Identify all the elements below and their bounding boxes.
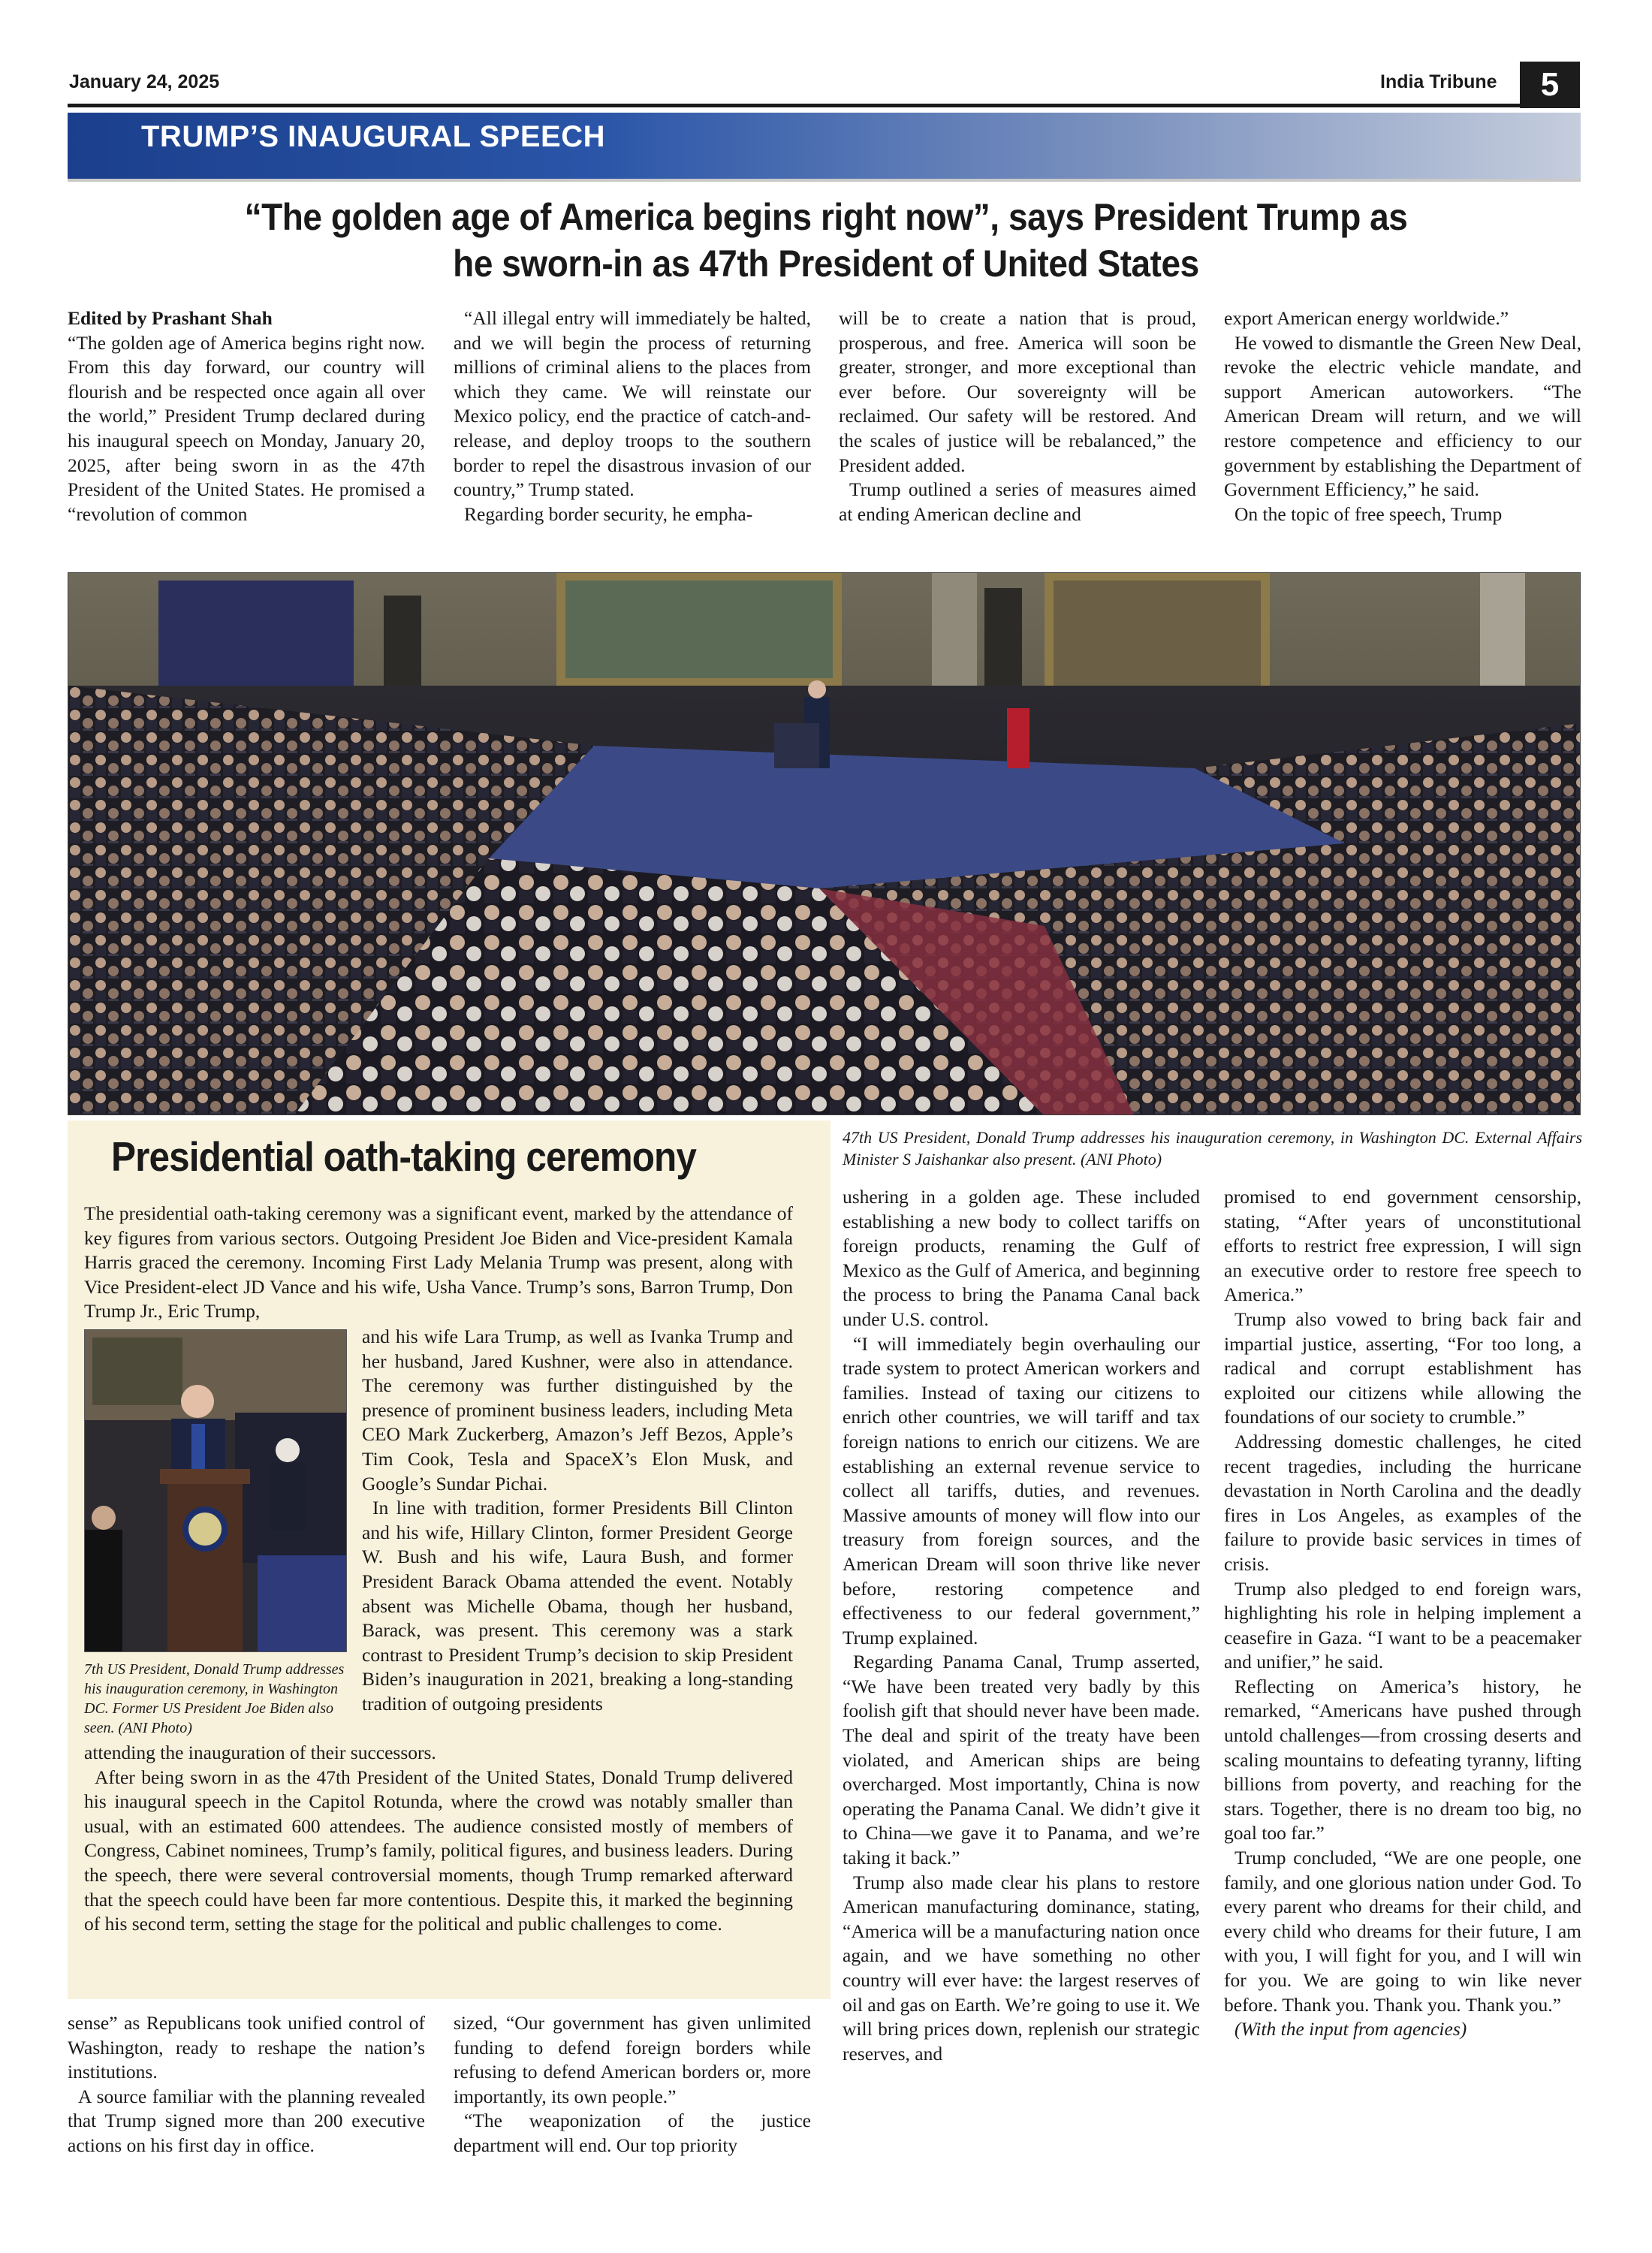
article-column-1-top [68,306,425,526]
sidebar-full-text [84,1741,793,1937]
article-column-4-lower [1224,1185,1581,2042]
paragraph: ushering in a golden age. These included establishing a new body to collect tariffs on foreign products, renaming the Gulf of Mexico as the Gulf of America, and beginning the process to bring the Panama Canal back under U.S. control. [843,1186,1200,1330]
sidebar-wrap-text [362,1325,793,1717]
paragraph: Trump also made clear his plans to restore American manufacturing dominance, stating, “America will be a manufacturing nation once again, and we have something no other country will ever have: the largest reserves of oil and gas on Earth. We’re going to use it. We will bring prices down, replenish our strategic reserves, and [843,1871,1200,2064]
article-column-1-bottom [68,2011,425,2158]
sidebar-title: Presidential oath-taking ceremony [111,1133,697,1180]
sidebar-intro [84,1202,793,1324]
article-column-3-lower [843,1185,1200,2066]
article-column-3-top [839,306,1196,526]
article-column-2-bottom [454,2011,811,2158]
paragraph: The presidential oath-taking ceremony was a significant event, marked by the attendance of key figures from various sectors. Outgoing President Joe Biden and Vice-president Kamala Harris graced the ceremony. Incoming First Lady Melania Trump was present, along with Vice President-elect JD Vance and his wife, Usha Vance. Trump’s sons, Barron Trump, Don Trump Jr., Eric Trump, [84,1202,793,1323]
paragraph: Trump also pledged to end foreign wars, highlighting his role in helping implement a ceasefire in Gaza. “I want to be a peacemaker and unifier,” he said. [1224,1577,1581,1673]
publication-name: India Tribune [1380,71,1497,92]
article-column-2-top [454,306,811,526]
podium-illustration [85,1330,347,1652]
rotunda-scene-illustration [68,573,1581,1115]
agency-credit: (With the input from agencies) [1234,2018,1467,2040]
page-number: 5 [1520,62,1580,108]
paragraph: Trump concluded, “We are one people, one family, and one glorious nation under God. To every parent who dreams for their child, and every child who dreams for their future, I am with you, I will fight for you, and I will win for you. We are going to win like never before. Thank you. Thank you. Thank you.” [1224,1847,1581,2016]
paragraph: On the topic of free speech, Trump [1234,502,1503,525]
header-rule [68,104,1520,107]
paragraph: sized, “Our government has given unlimited funding to defend foreign borders while refusing to defend American borders or, more importantly, its own people.” [454,2012,811,2107]
photo-caption: 47th US President, Donald Trump addresses his inauguration ceremony, in Washington DC. External Affairs Minister S Jaishankar also present. (ANI Photo) [843,1128,1582,1169]
inauguration-photo [68,572,1581,1115]
paragraph: He vowed to dismantle the Green New Deal, revoke the electric vehicle mandate, and support American autoworkers. “The American Dream will return, and we will restore competence and efficiency to our government by establishing the Department of Government Efficiency,” he said. [1224,331,1581,501]
headline [163,194,1489,287]
paragraph: “The weaponization of the justice department will end. Our top priority [454,2110,811,2156]
section-band-shadow [68,179,1581,182]
paragraph: will be to create a nation that is proud, prosperous, and free. America will soon be greater, stronger, and more exceptional than ever before. Our sovereignty will be reclaimed. Our safety will be restored. And the scales of justice will be rebalanced,” the President added. [839,307,1196,476]
paragraph: “All illegal entry will immediately be halted, and we will begin the process of returning millions of criminal aliens to the places from which they came. We will reinstate our Mexico policy, end the practice of catch-and-release, and deploy troops to the southern border to repel the disastrous invasion of our country,” Trump stated. [454,307,811,501]
byline: Edited by Prashant Shah [68,307,273,329]
paragraph: Trump also vowed to bring back fair and impartial justice, asserting, “For too long, a radical and corrupt establishment has exploited our citizens while allowing the foundations of our society to crumble.” [1224,1307,1581,1428]
issue-date: January 24, 2025 [69,71,220,92]
headline-line-2: he sworn-in as 47th President of United States [453,243,1199,285]
paragraph: In line with tradition, former Presidents Bill Clinton and his wife, Hillary Clinton, former President George W. Bush and his wife, Laura Bush, and former President Barack Obama attended the event. Notably absent was Michelle Obama, though her husband, Barack, was present. This ceremony was a stark contrast to President Trump’s decision to skip President Biden’s inauguration in 2021, breaking a long-standing tradition of outgoing presidents [362,1497,793,1715]
section-title: TRUMP’S INAUGURAL SPEECH [141,120,605,153]
sidebar-photo-caption: 7th US President, Donald Trump addresses his inauguration ceremony, in Washington DC. Former US President Joe Biden also seen. (ANI Photo) [84,1661,345,1736]
paragraph: A source familiar with the planning revealed that Trump signed more than 200 executive actions on his first day in office. [68,2085,425,2156]
paragraph: “The golden age of America begins right now. From this day forward, our country will flourish and be respected once again all over the world,” President Trump declared during his inaugural speech on Monday, January 20, 2025, after being sworn in as the 47th President of the United States. He promised a “revolution of common [68,331,425,525]
paragraph: After being sworn in as the 47th President of the United States, Donald Trump delivered his inaugural speech in the Capitol Rotunda, where the crowd was notably smaller than usual, with an estimated 600 attendees. The audience consisted mostly of members of Congress, Cabinet nominees, Trump’s family, political figures, and business leaders. During the speech, there were several controversial moments, though Trump remarked afterward that the speech could have been far more contentious. Despite this, it marked the beginning of his second term, setting the stage for the political and public challenges to come. [84,1766,793,1935]
headline-line-1: “The golden age of America begins right now”, says President Trump as [244,196,1408,238]
paragraph: attending the inauguration of their successors. [84,1742,436,1763]
article-column-4-top [1224,306,1581,526]
paragraph: Addressing domestic challenges, he cited recent tragedies, including the hurricane devastation in North Carolina and the deadly fires in Los Angeles, as examples of the failure to provide basic services in times of crisis. [1224,1430,1581,1575]
paragraph: export American energy worldwide.” [1224,307,1509,329]
paragraph: sense” as Republicans took unified control of Washington, ready to reshape the nation’s institutions. [68,2012,425,2083]
paragraph: and his wife Lara Trump, as well as Ivanka Trump and her husband, Jared Kushner, were also in attendance. The ceremony was further distinguished by the presence of prominent business leaders, including Meta CEO Mark Zuckerberg, Amazon’s Jeff Bezos, Apple’s Tim Cook, Tesla and SpaceX’s Elon Musk, and Google’s Sundar Pichai. [362,1326,793,1494]
paragraph: Regarding Panama Canal, Trump asserted, “We have been treated very badly by this foolish gift that should never have been made. The deal and spirit of the treaty have been violated, and American ships are being overcharged. Most importantly, China is now operating the Panama Canal. We didn’t give it to China—we gave it to Panama, and we’re taking it back.” [843,1651,1200,1869]
sidebar-photo [84,1329,347,1652]
paragraph: “I will immediately begin overhauling our trade system to protect American workers and families. Instead of taxing our citizens to enrich other countries, we will tariff and tax foreign nations to enrich our citizens. We are establishing an external revenue service to collect all tariffs, duties, and revenues. Massive amounts of money will flow into our treasury from foreign sources, and the American Dream will soon thrive like never before, restoring competence and effectiveness to our federal government,” Trump explained. [843,1332,1200,1648]
paragraph: Trump outlined a series of measures aimed at ending American decline and [839,478,1196,525]
paragraph: Regarding border security, he empha- [464,502,753,525]
paragraph: promised to end government censorship, stating, “After years of unconstitutional efforts to restrict free expression, I will sign an executive order to restore free speech to America.” [1224,1186,1581,1306]
paragraph: Reflecting on America’s history, he remarked, “Americans have pushed through untold challenges—from crossing deserts and scaling mountains to defeating tyranny, lifting billions from poverty, and reaching for the stars. Together, there is no dream too big, no goal too far.” [1224,1675,1581,1844]
